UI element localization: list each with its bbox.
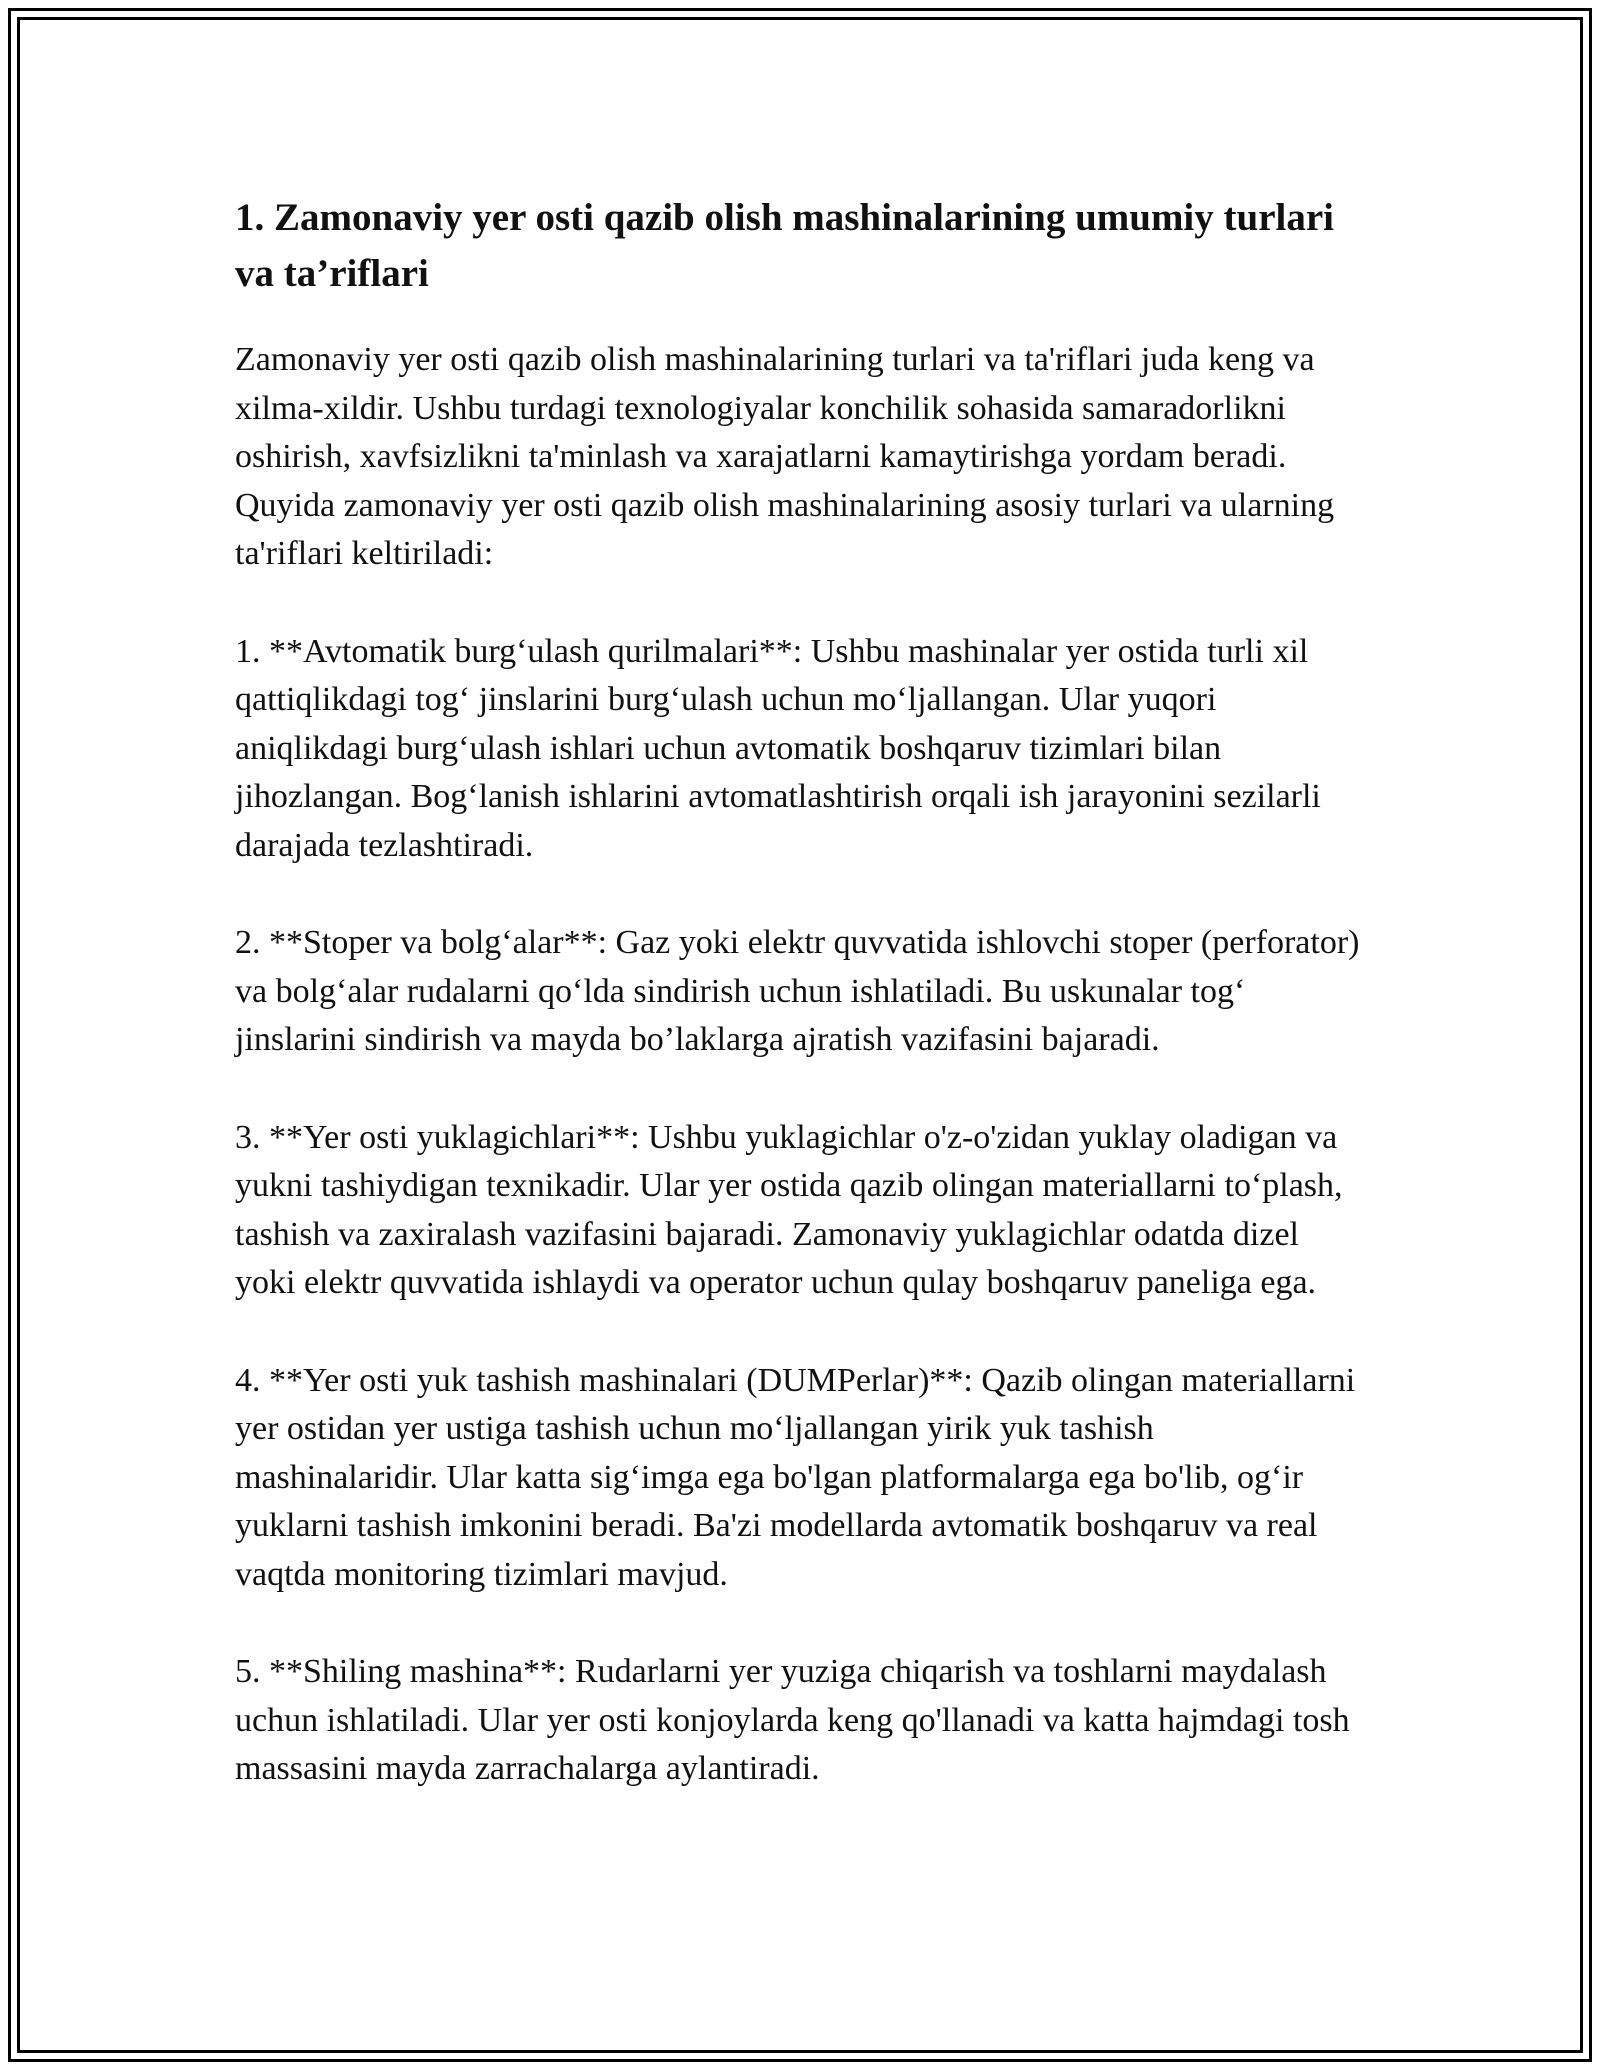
item-3-paragraph: 3. **Yer osti yuklagichlari**: Ushbu yuklagichlar o'z-o'zidan yuklay oladigan va yukni tashiydigan texnikadir. Ular yer ostida qazib olingan materiallarni to‘plash, tashish va zaxiralash vazifasini bajaradi. Zamonaviy yuklagichlar odatda dizel yoki elektr quvvatida ishlaydi va operator uchun qulay boshqaruv paneliga ega.: [235, 1118, 1343, 1301]
item-2-paragraph: 2. **Stoper va bolg‘alar**: Gaz yoki elektr quvvatida ishlovchi stoper (perforator) va bolg‘alar rudalarni qo‘lda sindirish uchun ishlatiladi. Bu uskunalar tog‘ jinslarini sindirish va mayda bo’laklarga ajratish vazifasini bajaradi.: [235, 924, 1360, 1058]
item-5-paragraph: 5. **Shiling mashina**: Rudarlarni yer yuziga chiqarish va toshlarni maydalash uchun ishlatiladi. Ular yer osti konjoylarda keng qo'llanadi va katta hajmdagi tosh massasini mayda zarrachalarga aylantiradi.: [235, 1653, 1350, 1787]
section-title: 1. Zamonaviy yer osti qazib olish mashinalarining umumiy turlari va ta’riflari: [235, 196, 1334, 295]
item-4-paragraph: 4. **Yer osti yuk tashish mashinalari (DUMPerlar)**: Qazib olingan materiallarni yer ostidan yer ustiga tashish uchun mo‘ljallangan yirik yuk tashish mashinalaridir. Ular katta sig‘imga ega bo'lgan platformalarga ega bo'lib, og‘ir yuklarni tashish imkonini beradi. Ba'zi modellarda avtomatik boshqaruv va real vaqtda monitoring tizimlari mavjud.: [235, 1361, 1356, 1593]
item-1-paragraph: 1. **Avtomatik burg‘ulash qurilmalari**: Ushbu mashinalar yer ostida turli xil qattiqlikdagi tog‘ jinslarini burg‘ulash uchun mo‘ljallangan. Ular yuqori aniqlikdagi burg‘ulash ishlari uchun avtomatik boshqaruv tizimlari bilan jihozlangan. Bog‘lanish ishlarini avtomatlashtirish orqali ish jarayonini sezilarli darajada tezlashtiradi.: [235, 632, 1321, 864]
document-body: [235, 190, 1365, 1843]
intro-paragraph: Zamonaviy yer osti qazib olish mashinalarining turlari va ta'riflari juda keng va xilma-xildir. Ushbu turdagi texnologiyalar konchilik sohasida samaradorlikni oshirish, xavfsizlikni ta'minlash va xarajatlarni kamaytirishga yordam beradi. Quyida zamonaviy yer osti qazib olish mashinalarining asosiy turlari va ularning ta'riflari keltiriladi:: [235, 341, 1335, 572]
